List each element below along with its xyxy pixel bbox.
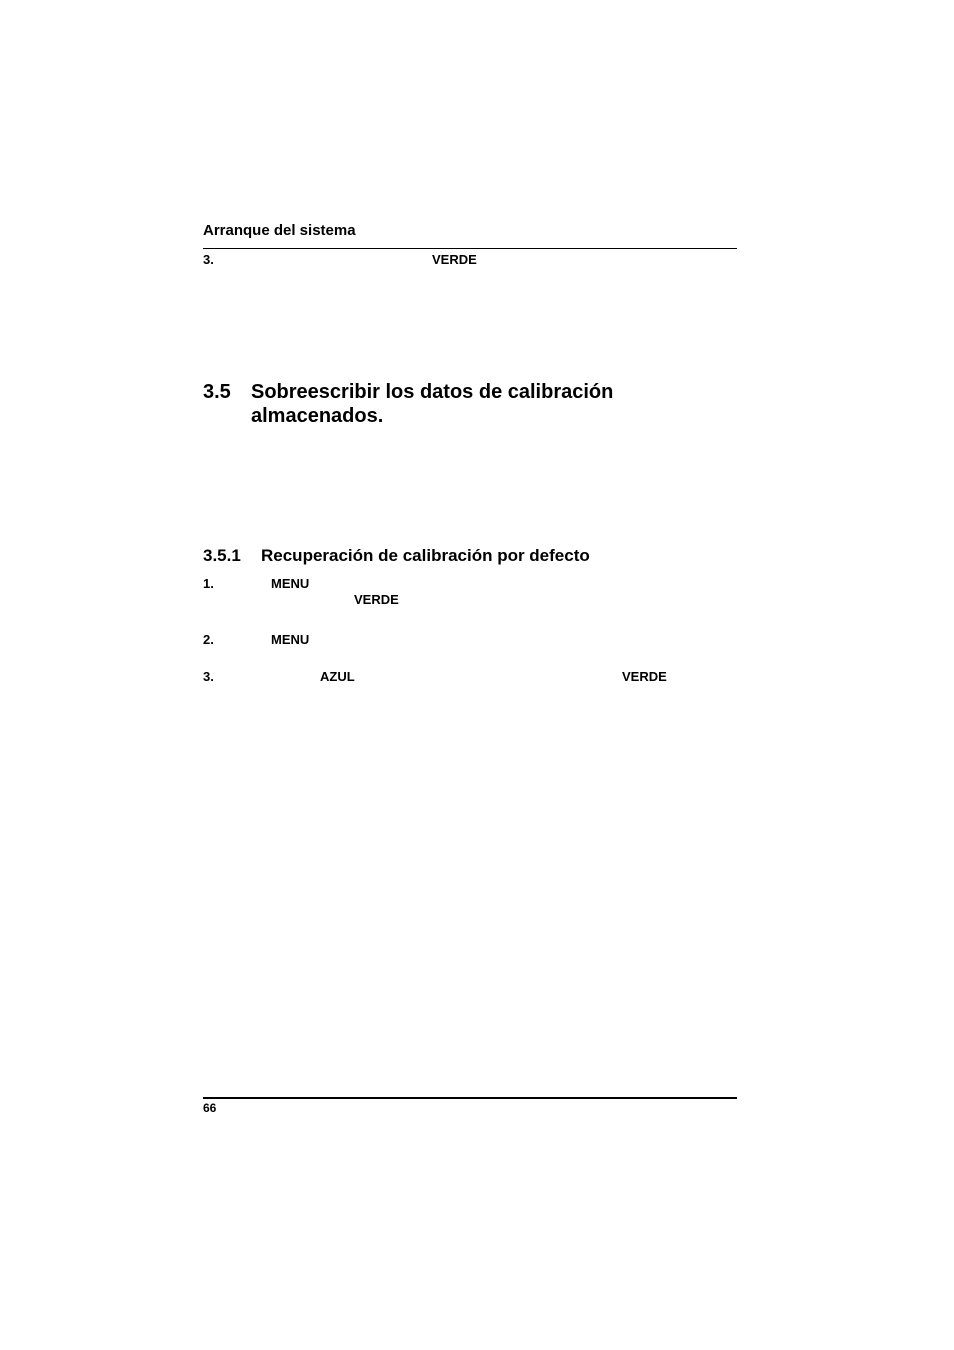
top-step-keyword: VERDE bbox=[432, 252, 477, 267]
subsection-number: 3.5.1 bbox=[203, 546, 241, 565]
step-3-keyword-azul: AZUL bbox=[320, 669, 355, 684]
top-step-number: 3. bbox=[203, 252, 214, 267]
step-3-number: 3. bbox=[203, 669, 214, 684]
step-1-number: 1. bbox=[203, 576, 214, 591]
step-2-keyword-menu: MENU bbox=[271, 632, 310, 647]
footer-divider bbox=[203, 1097, 737, 1099]
running-header-title: Arranque del sistema bbox=[203, 222, 356, 239]
subsection-title: Recuperación de calibración por defecto bbox=[261, 546, 590, 565]
header-divider bbox=[203, 248, 737, 249]
section-title: Sobreescribir los datos de calibración almacenados. bbox=[251, 381, 614, 427]
step-1-keyword-menu: MENU bbox=[271, 576, 310, 591]
step-1-keyword-verde: VERDE bbox=[354, 592, 399, 607]
section-number: 3.5 bbox=[203, 381, 231, 403]
page-number: 66 bbox=[203, 1101, 217, 1115]
step-3-keyword-verde: VERDE bbox=[622, 669, 667, 684]
step-2-number: 2. bbox=[203, 632, 214, 647]
